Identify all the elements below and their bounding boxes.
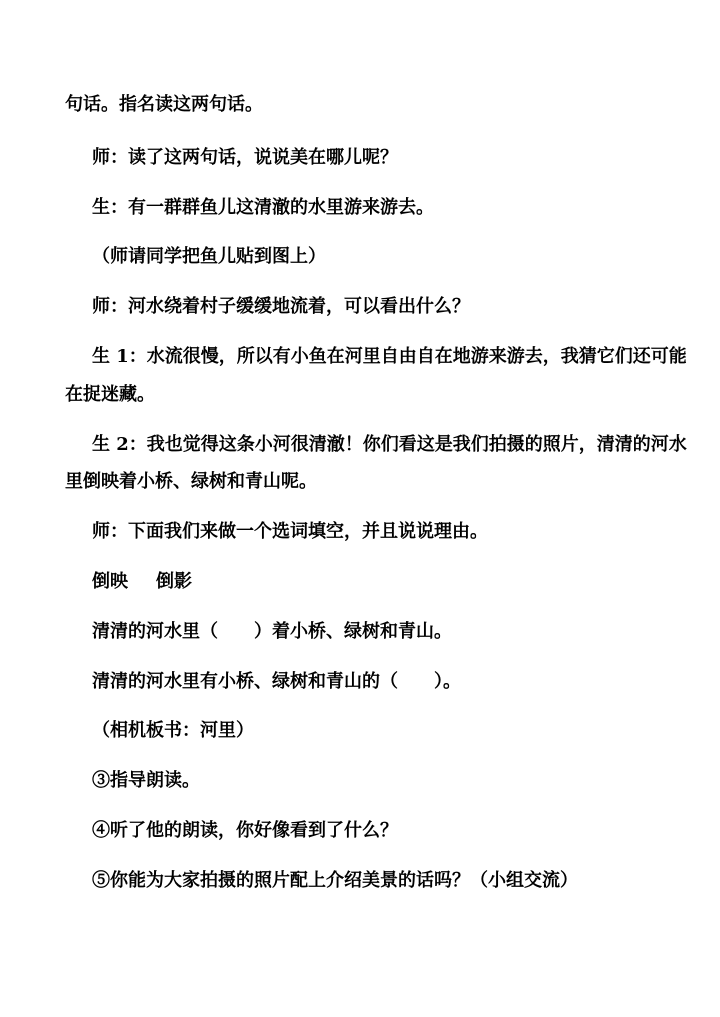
text-line: 师：下面我们来做一个选词填空，并且说说理由。 xyxy=(92,521,488,542)
fill-blank-sentence: 清清的河水里（ ）着小桥、绿树和青山。 xyxy=(92,621,452,642)
word-option: 倒映 xyxy=(92,571,128,592)
fill-blank-sentence: 清清的河水里有小桥、绿树和青山的（ ）。 xyxy=(92,671,461,692)
text-line: （相机板书：河里） xyxy=(92,720,254,741)
text-line: （师请同学把鱼儿贴到图上） xyxy=(92,246,326,267)
text-line: 师：河水绕着村子缓缓地流着，可以看出什么？ xyxy=(92,296,470,317)
text-line: 生：有一群群鱼儿这清澈的水里游来游去。 xyxy=(92,197,434,218)
text-line: 句话。指名读这两句话。 xyxy=(65,94,263,115)
text-line: ③指导朗读。 xyxy=(92,770,200,791)
text-line: 生 2：我也觉得这条小河很清澈！你们看这是我们拍摄的照片，清清的河水 xyxy=(92,434,687,455)
text-line: 在捉迷藏。 xyxy=(65,384,155,405)
word-options xyxy=(92,570,192,594)
word-option: 倒影 xyxy=(156,571,192,592)
text-line: ⑤你能为大家拍摄的照片配上介绍美景的话吗？（小组交流） xyxy=(92,870,578,891)
text-line: 师：读了这两句话，说说美在哪儿呢？ xyxy=(92,147,398,168)
text-line: ④听了他的朗读，你好像看到了什么？ xyxy=(92,820,398,841)
text-line: 生 1：水流很慢，所以有小鱼在河里自由自在地游来游去，我猜它们还可能 xyxy=(92,346,687,367)
text-line: 里倒映着小桥、绿树和青山呢。 xyxy=(65,471,317,492)
